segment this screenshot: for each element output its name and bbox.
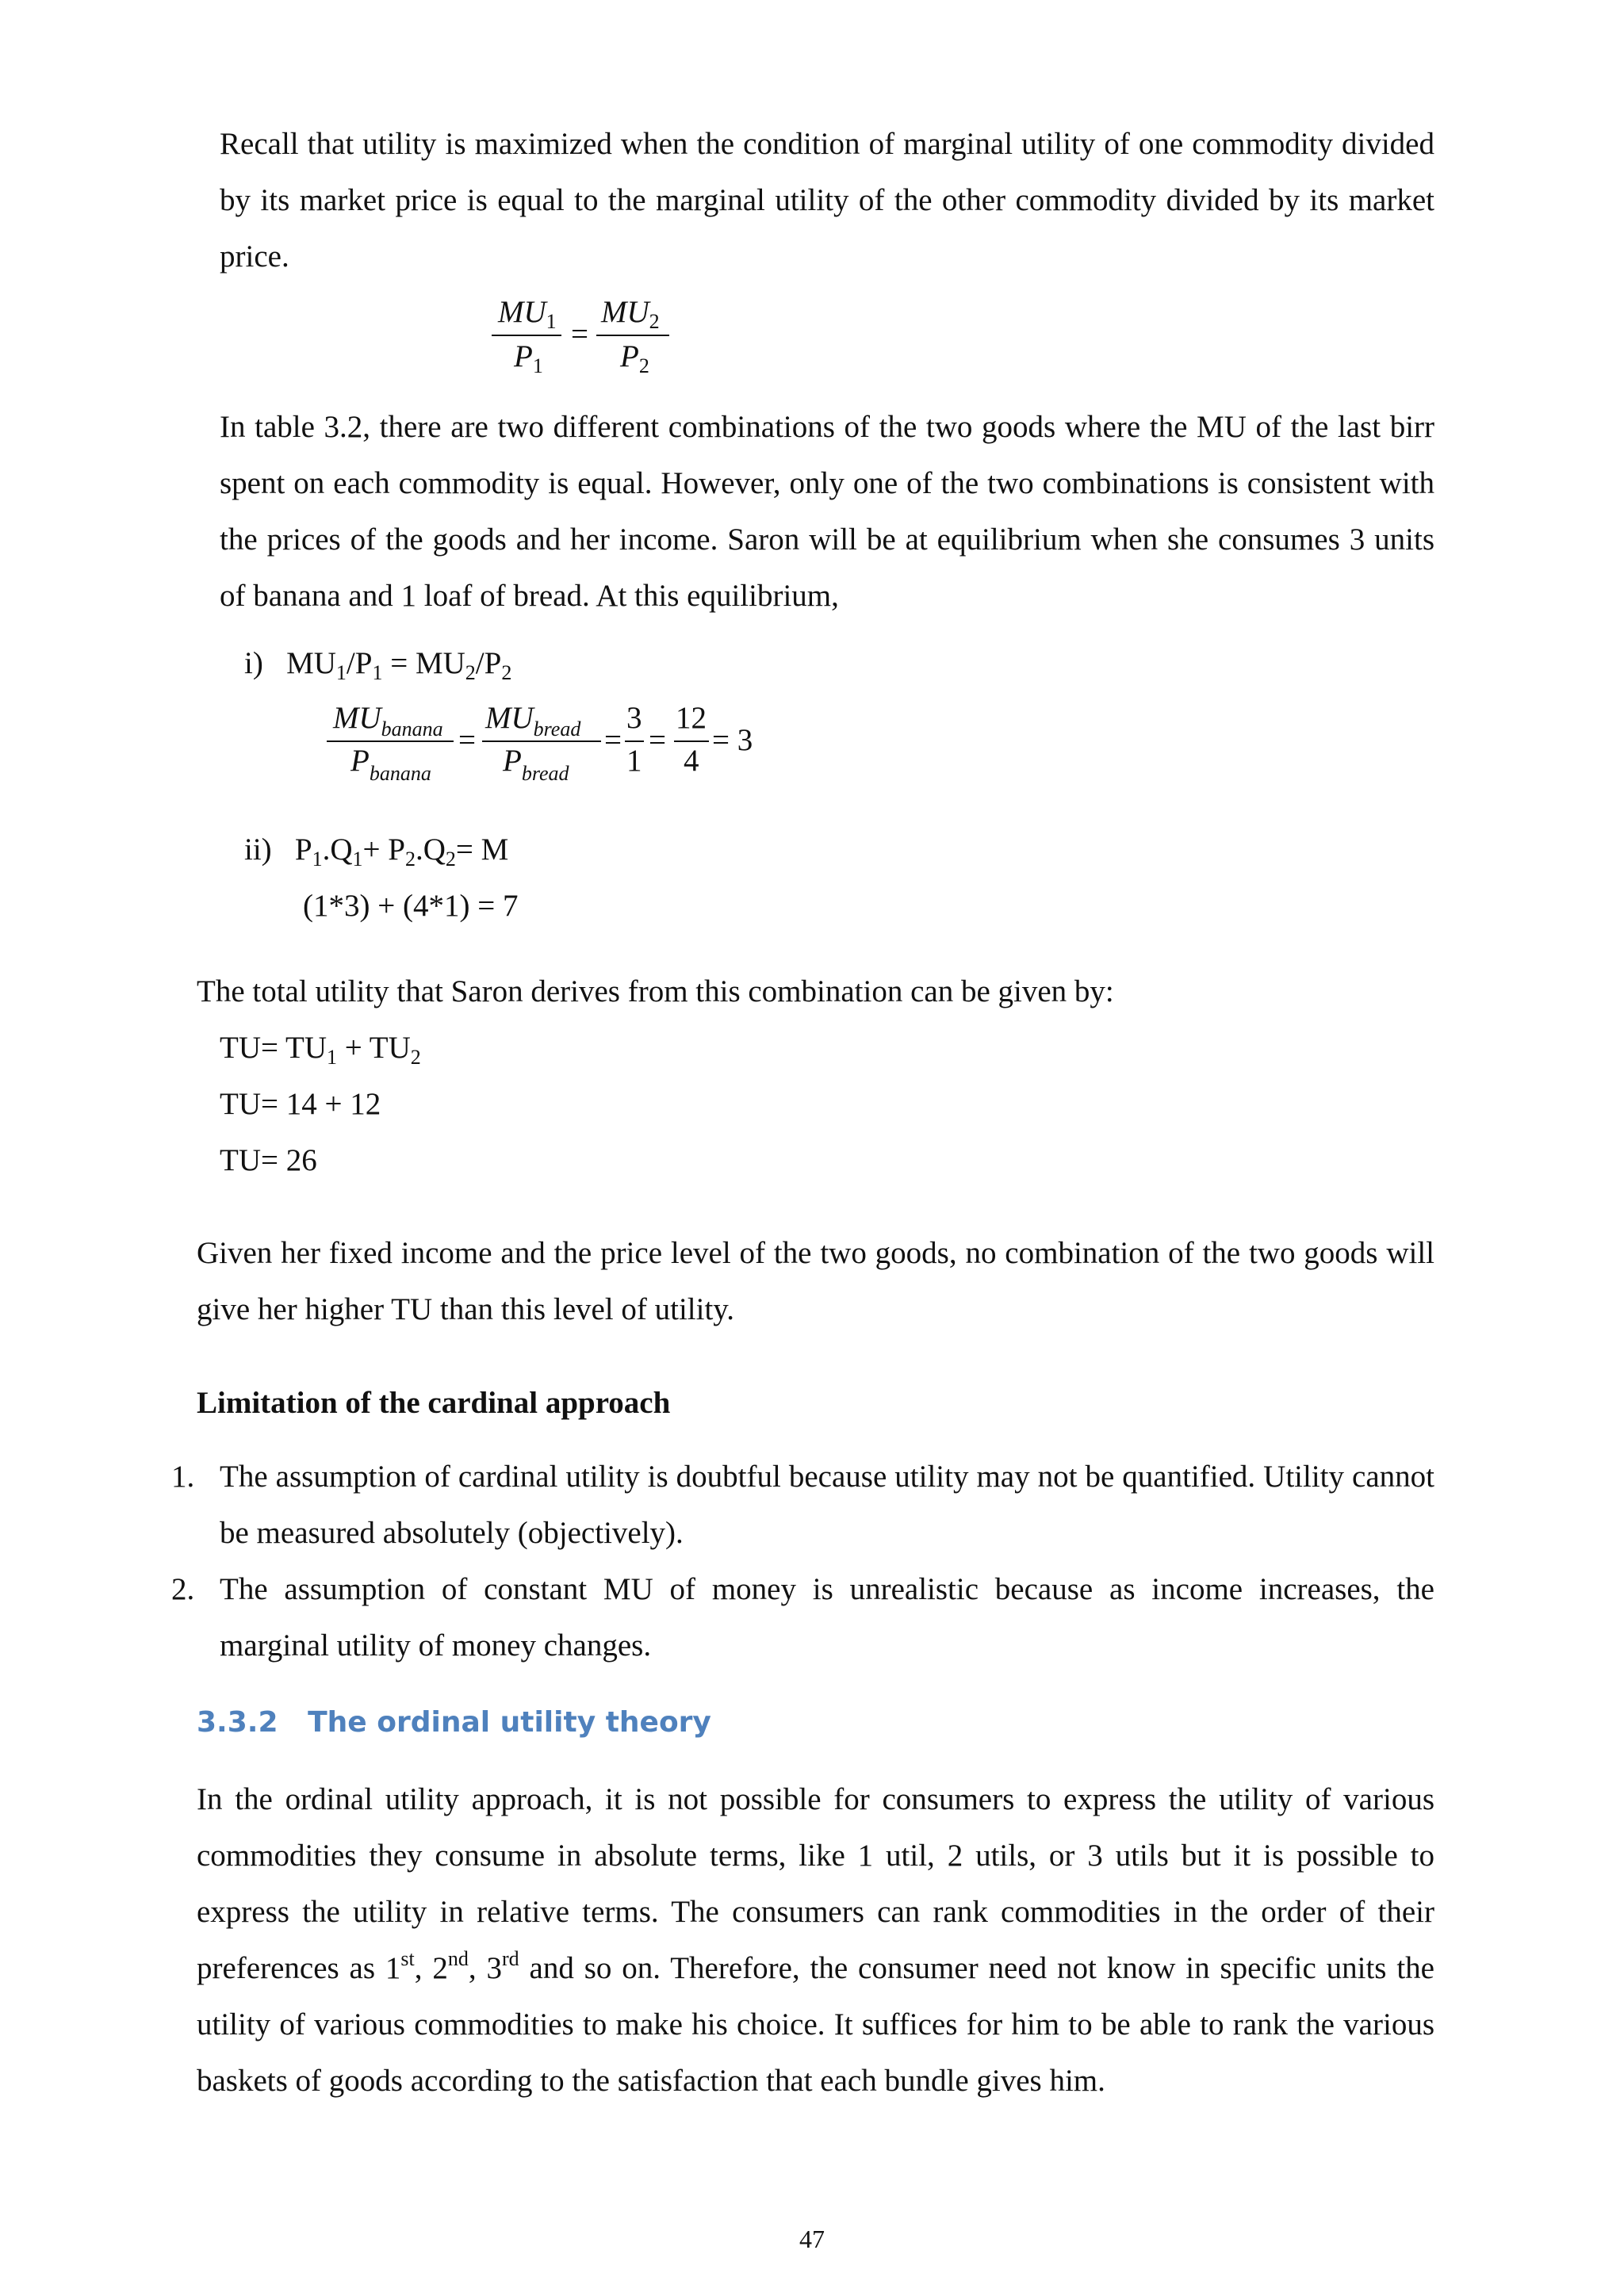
eq2-mu-bread: $MU_{bread}$ <box>485 701 581 740</box>
eq2-frac1-den: 1 <box>626 744 642 778</box>
eq2-bar-bread <box>482 740 601 742</box>
limitation-1-number: 1. <box>171 1460 195 1494</box>
page-number: 47 <box>799 2225 825 2253</box>
eq2-equals-3: = <box>649 723 666 757</box>
limitations-heading: Limitation of the cardinal approach <box>197 1386 671 1420</box>
eq2-p-bread: $P_{bread}$ <box>503 744 569 785</box>
condition-ii: ii) $P_1.Q_1+ P_2.Q_2= M$ <box>244 832 509 871</box>
condition-i: i) $MU_1/P_1 = MU_2/P_2$ <box>244 646 512 684</box>
total-utility-result: TU= 26 <box>220 1143 317 1177</box>
banana-bread-equation <box>327 698 771 793</box>
ordinal-utility-paragraph: In the ordinal utility approach, it is not possible for consumers to express the utility of various commodities they consume in absolute terms, like 1 util, 2 utils, or 3 utils but it is possible to express the utility in relative terms. The consumers can rank commodities in the order of their preferences as 1st, 2nd, 3rd and so on. Therefore, the consumer need not know in specific units the utility of various commodities to make his choice. It suffices for him to be able to rank the various baskets of goods according to the satisfaction that each bundle gives him. <box>197 1782 1434 2098</box>
condition-ii-label: ii) <box>244 832 272 867</box>
eq1-equals: = <box>571 317 588 351</box>
eq2-equals-2: = <box>604 723 622 757</box>
total-utility-values: TU= 14 + 12 <box>220 1087 381 1121</box>
total-utility-formula: $TU= TU_1 + TU_2$ <box>220 1031 421 1069</box>
limitation-2-text: The assumption of constant MU of money is unrealistic because as income increases, the marginal utility of money changes. <box>220 1572 1434 1663</box>
eq1-bar-right <box>596 335 669 336</box>
eq2-bar-frac2 <box>674 740 709 742</box>
total-utility-intro: The total utility that Saron derives from this combination can be given by: <box>197 974 1114 1008</box>
eq1-bar-left <box>492 335 561 336</box>
eq2-bar-frac1 <box>625 740 644 742</box>
conclusion-paragraph: Given her fixed income and the price level of the two goods, no combination of the two goods will give her higher TU than this level of utility. <box>197 1236 1434 1326</box>
limitation-1-text: The assumption of cardinal utility is doubtful because utility may not be quantified. Utility cannot be measured absolutely (objectively). <box>220 1460 1434 1550</box>
eq1-num-left: $MU_1$ <box>498 295 557 333</box>
limitation-2-number: 2. <box>171 1572 195 1606</box>
eq1-den-left: $P_1$ <box>514 339 543 377</box>
ordinal-3rd: 3rd <box>486 1947 519 1985</box>
eq2-mu-banana: $MU_{banana}$ <box>333 701 443 740</box>
intro-paragraph: Recall that utility is maximized when the condition of marginal utility of one commodity divided by its market price is equal to the marginal utility of the other commodity divided by its market price. <box>220 127 1434 274</box>
eq2-frac2-den: 4 <box>684 744 699 778</box>
section-heading: 3.3.2 The ordinal utility theory <box>197 1706 711 1739</box>
budget-calculation: (1*3) + (4*1) = 7 <box>303 889 519 923</box>
eq2-equals-1: = <box>458 723 476 757</box>
eq2-frac1-num: 3 <box>626 701 642 735</box>
equilibrium-paragraph: In table 3.2, there are two different combinations of the two goods where the MU of the last birr spent on each commodity is equal. However, only one of the two combinations is consistent with the prices of the goods and her income. Saron will be at equilibrium when she consumes 3 units of banana and 1 loaf of bread. At this equilibrium, <box>220 410 1434 613</box>
eq2-result: = 3 <box>712 723 753 757</box>
eq2-bar-banana <box>327 740 454 742</box>
eq2-p-banana: $P_{banana}$ <box>350 744 431 785</box>
eq2-frac2-num: 12 <box>676 701 707 735</box>
eq1-den-right: $P_2$ <box>620 339 649 377</box>
eq1-num-right: $MU_2$ <box>601 295 660 333</box>
utility-max-equation <box>492 292 682 387</box>
condition-i-label: i) <box>244 646 263 680</box>
ordinal-1st: 1st <box>385 1947 415 1985</box>
ordinal-2nd: 2nd <box>432 1947 469 1985</box>
